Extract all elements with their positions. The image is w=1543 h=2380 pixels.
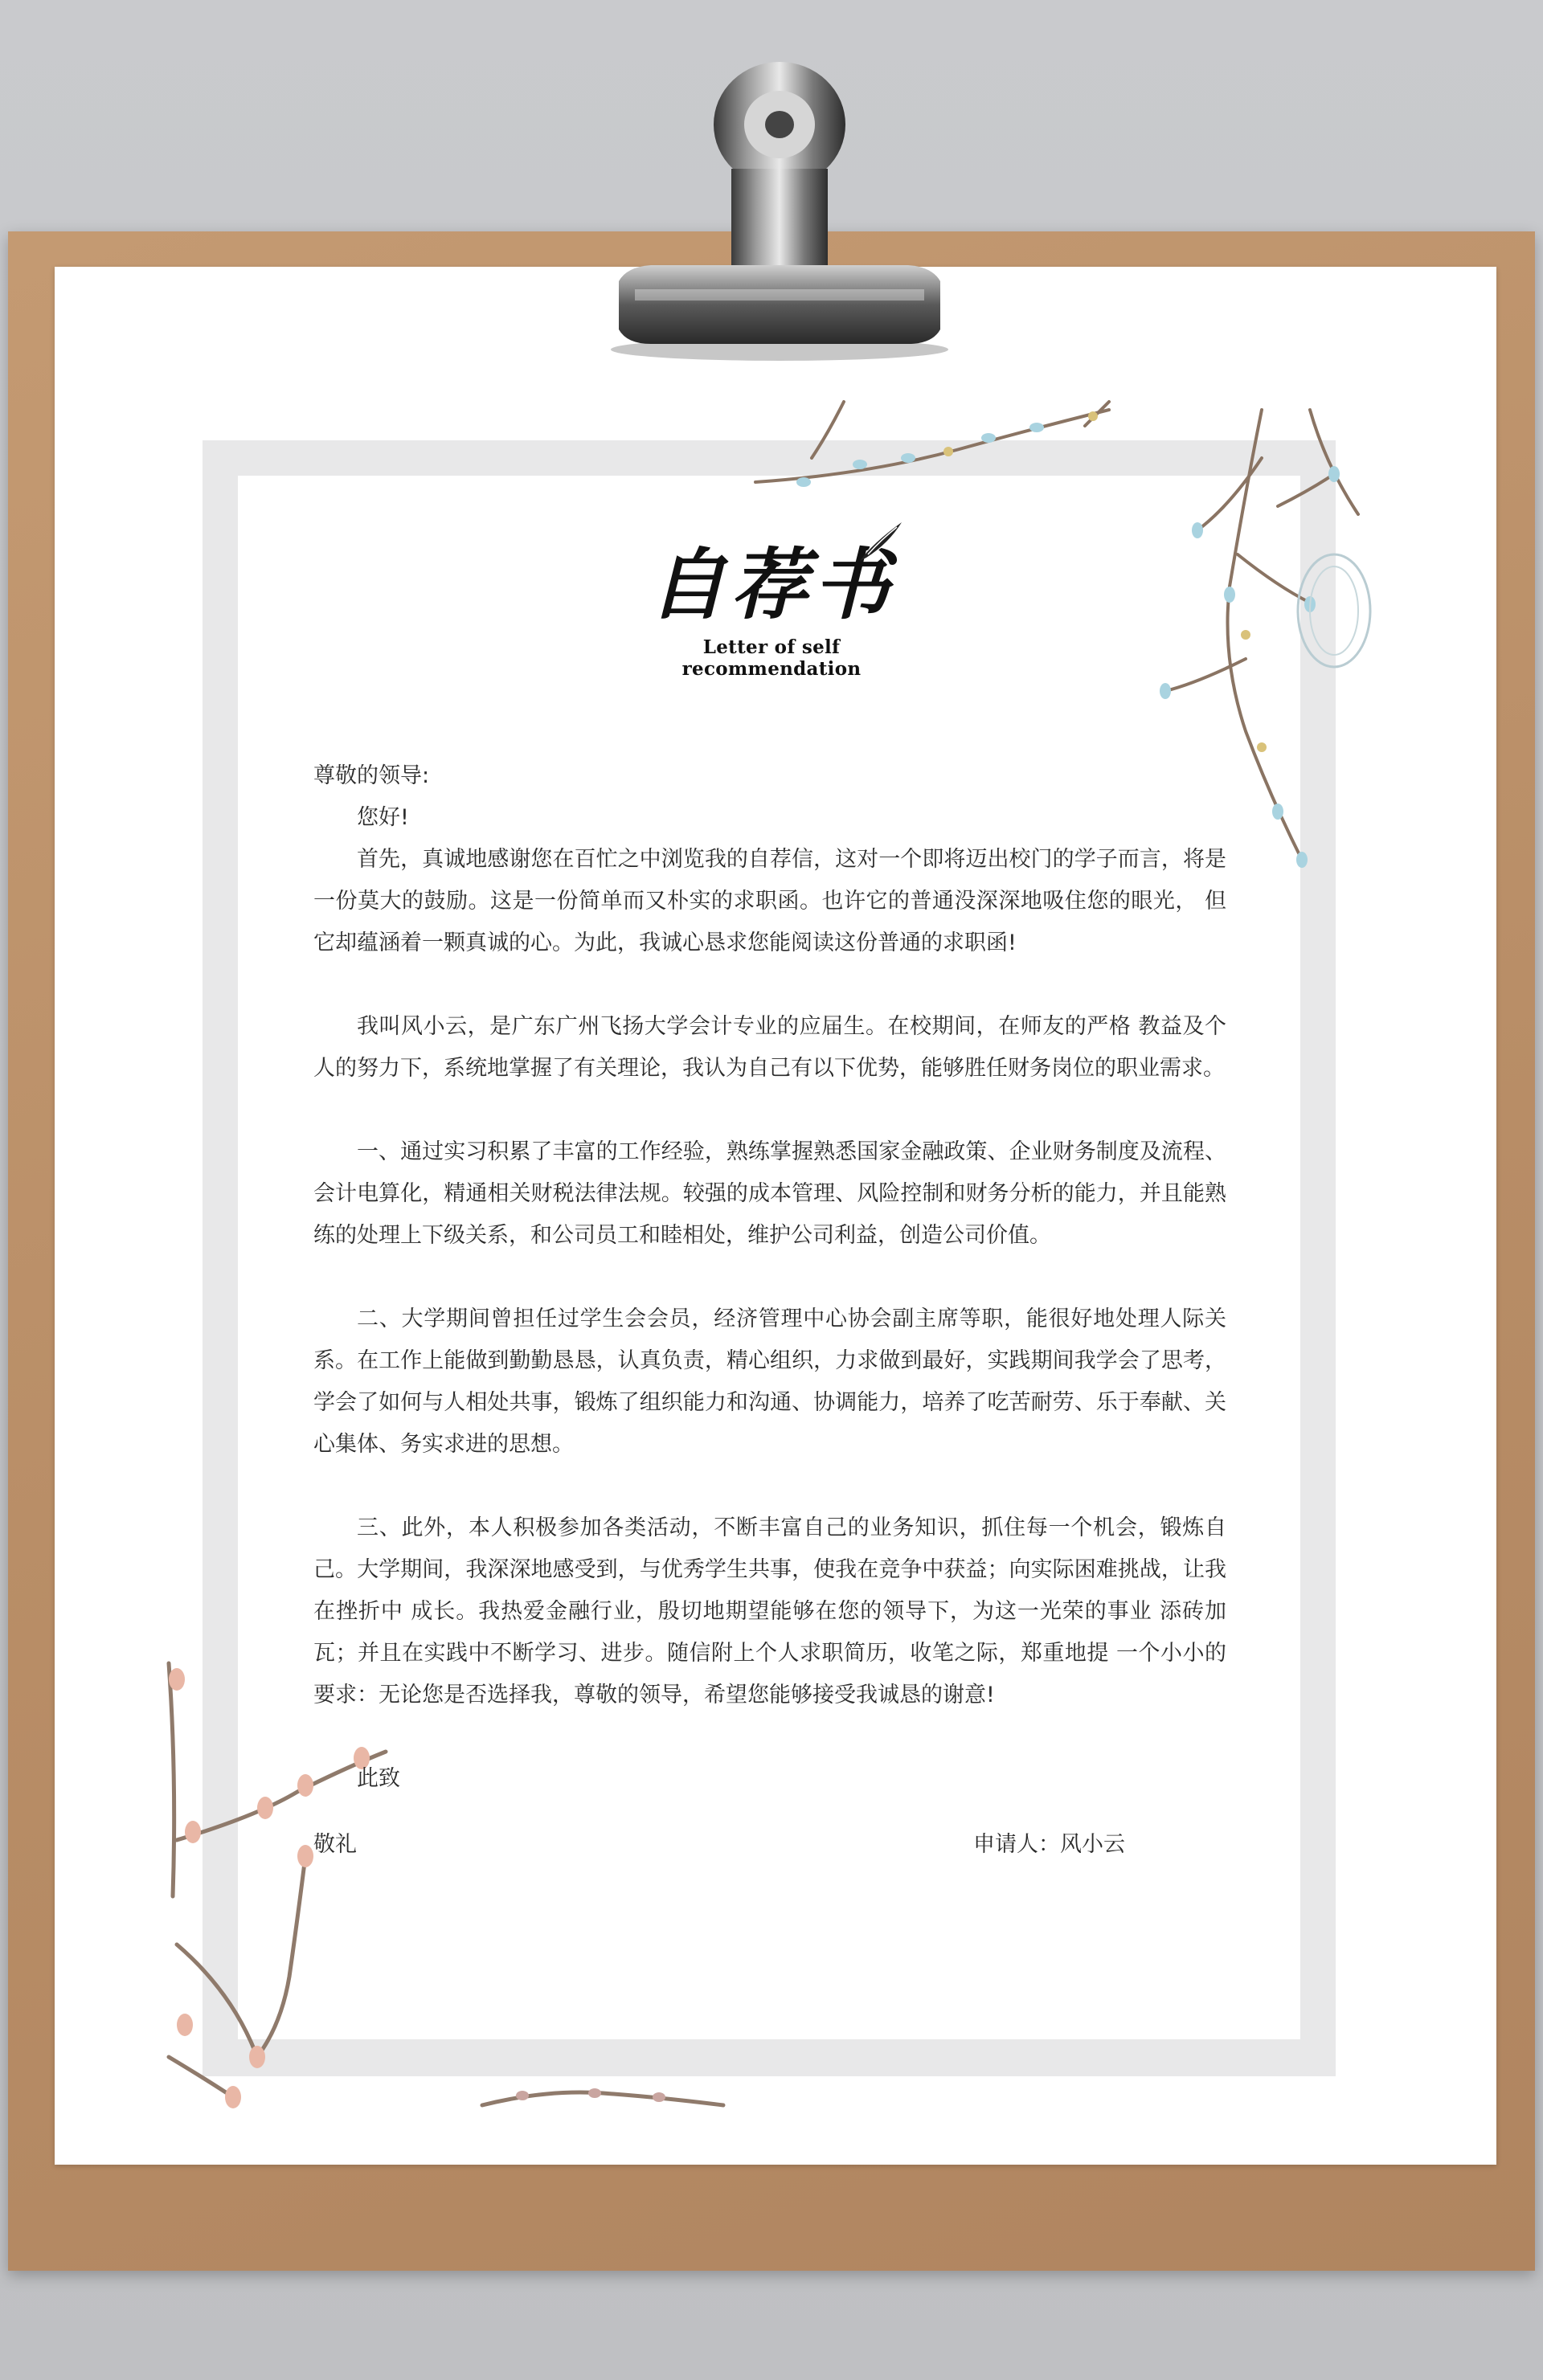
paragraph-point-two: 二、大学期间曾担任过学生会会员，经济管理中心协会副主席等职，能很好地处理人际关系。在工作上能做到勤勤恳恳，认真负责，精心组织，力求做到最好，实践期间我学会了思考，学会了如何与人相处共事，锻炼了组织能力和沟通、协调能力，培养了吃苦耐劳、乐于奉献、关心集体、务实求进的思想。 (313, 1307, 1226, 1457)
paragraph-point-one: 一、通过实习积累了丰富的工作经验，熟练掌握熟悉国家金融政策、企业财务制度及流程、会计电算化，精通相关财税法律法规。较强的成本管理、风险控制和财务分析的能力，并且能熟练的处理上下级关系，和公司员工和睦相处，维护公司利益，创造公司价值。 (313, 1139, 1226, 1248)
signature-row (313, 1824, 1125, 1866)
greeting: 您好! (357, 805, 409, 830)
feather-icon (857, 519, 905, 564)
title-chinese: 自荐书 (649, 539, 894, 630)
paragraph-point-three: 三、此外，本人积极参加各类活动，不断丰富自己的业务知识，抓住每一个机会，锻炼自己。大学期间，我深深地感受到，与优秀学生共事，使我在竞争中获益；向实际困难挑战，让我在挫折中 成长。我热爱金融行业，殷切地期望能够在您的领导下，为这一光荣的事业 添砖加瓦；并且在实践中不断学习、进步。随信附上个人求职简历，收笔之际，郑重地提 一个小小的要求：无论您是否选择我，尊敬的领导，希望您能够接受我诚恳的谢意! (313, 1515, 1226, 1707)
salutation: 尊敬的领导: (313, 763, 430, 788)
regards: 敬礼 (313, 1832, 357, 1857)
letter-body (313, 755, 1226, 1866)
title-english: Letter of self recommendation (681, 636, 862, 680)
paragraph-intro: 首先，真诚地感谢您在百忙之中浏览我的自荐信，这对一个即将迈出校门的学子而言，将是一份莫大的鼓励。这是一份简单而又朴实的求职函。也许它的普通没深深地吸住您的眼光， 但它却蕴涵着一颗真诚的心。为此，我诚心恳求您能阅读这份普通的求职函! (313, 847, 1226, 955)
paragraph-self-intro: 我叫风小云，是广东广州飞扬大学会计专业的应届生。在校期间，在师友的严格 教益及个人的努力下，系统地掌握了有关理论，我认为自己有以下优势，能够胜任财务岗位的职业需求。 (313, 1014, 1226, 1081)
binder-clip-icon (579, 48, 948, 362)
signature: 申请人：风小云 (973, 1832, 1125, 1857)
closing-line: 此致 (357, 1766, 400, 1791)
